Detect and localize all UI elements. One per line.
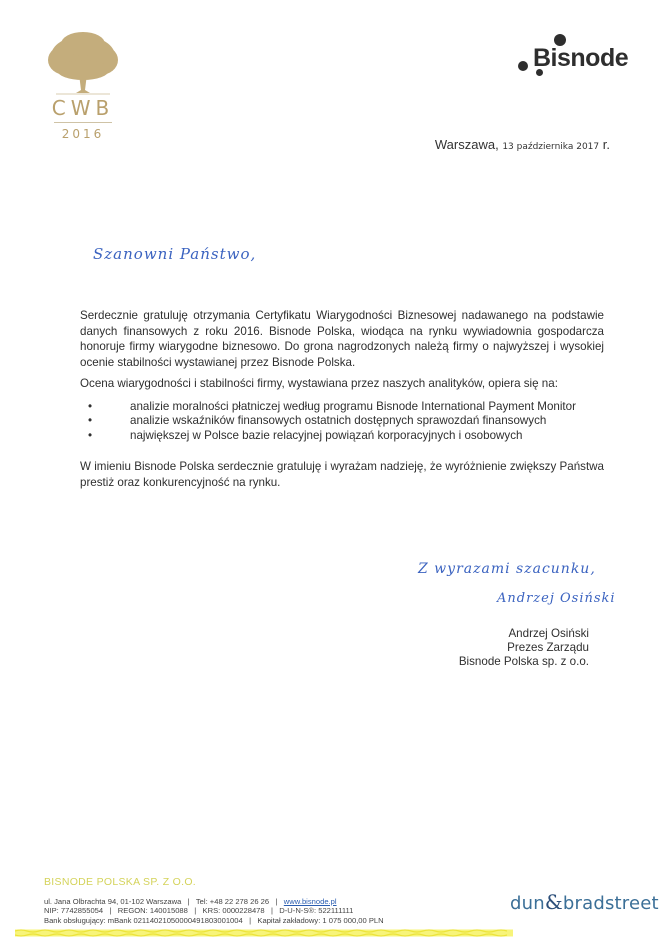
cwb-year: 2016: [61, 127, 105, 141]
date-text: 13 października 2017: [502, 142, 600, 152]
salutation: Szanowni Państwo,: [93, 245, 257, 263]
bisnode-wordmark: Bisnode: [533, 44, 629, 72]
list-item: [80, 429, 604, 443]
footer-address: ul. Jana Olbrachta 94, 01-102 Warszawa: [44, 897, 182, 906]
list-item-text: analizie moralności płatniczej według programu Bisnode International Payment Monitor: [130, 400, 576, 413]
footer-website-link[interactable]: www.bisnode.pl: [283, 897, 337, 906]
footer-company-name: BISNODE POLSKA SP. Z O.O.: [44, 876, 197, 888]
bullet-icon: •: [88, 428, 93, 442]
cwb-logo: [38, 30, 128, 145]
list-item-text: największej w Polsce bazie relacyjnej powiązań korporacyjnych i osobowych: [130, 428, 523, 442]
bullet-icon: •: [88, 414, 93, 428]
footer-krs: KRS: 0000228478: [202, 906, 265, 916]
footer-capital: Kapitał zakładowy: 1 075 000,00 PLN: [257, 915, 384, 925]
signatory-title: Prezes Zarządu: [507, 641, 589, 654]
cwb-divider: [54, 122, 112, 123]
logo-dot-icon: [518, 61, 528, 71]
paragraph-2: Ocena wiarygodności i stabilności firmy, wystawiana przez naszych analityków, opiera się na:: [80, 377, 558, 390]
ampersand-icon: &: [544, 890, 563, 914]
footer-phone: Tel: +48 22 278 26 26: [195, 897, 270, 906]
date-city: Warszawa,: [434, 137, 499, 152]
signatory-block: [459, 627, 589, 669]
date-line: [435, 137, 610, 152]
footer-nip: NIP: 7742855054: [44, 906, 104, 916]
tree-icon: [38, 30, 128, 96]
signatory-name: Andrzej Osiński: [508, 627, 589, 640]
dun-bradstreet-logo: dun&bradstreet: [510, 890, 659, 914]
closing-handwritten: Z wyrazami szacunku,: [418, 561, 596, 577]
list-item: [80, 414, 604, 428]
criteria-list: [80, 400, 604, 443]
footer-details: ul. Jana Olbrachta 94, 01-102 Warszawa | Tel: +48 22 278 26 26 | www.bisnode.pl NIP: 7742855054 | REGON: 140015088 | KRS: 0000228478 | D-U-N-S®: 522111111 Bank obsługujący: mBank 02114021050000491803001004 | Kapitał zakładowy: 1 075 000,00 PLN: [44, 897, 384, 925]
highlighter-stripe: [15, 929, 513, 937]
paragraph-1: Serdecznie gratuluję otrzymania Certyfikatu Wiarygodności Biznesowej nadawanego na podstawie danych finansowych z roku 2016. Bisnode Polska, wiodąca na rynku wywiadownia gospodarcza honoruje firmy wiarygodne biznesowo. Do grona nagrodzonych należą firmy o najwyższej i wysokiej ocenie stabilności wystawianej przez Bisnode Polska.: [80, 309, 604, 369]
signatory-company: Bisnode Polska sp. z o.o.: [458, 655, 589, 668]
footer-bank: Bank obsługujący: mBank 02114021050000491803001004: [44, 915, 243, 925]
date-suffix: r.: [602, 137, 610, 152]
paragraph-3: W imieniu Bisnode Polska serdecznie gratuluję i wyrażam nadzieję, że wyróżnienie zwiększy Państwa prestiż oraz konkurencyjność na rynku.: [80, 460, 604, 489]
footer-regon: REGON: 140015088: [117, 906, 188, 916]
bullet-icon: •: [88, 400, 93, 413]
signature: Andrzej Osiński: [497, 591, 616, 606]
footer-duns: D-U-N-S®: 522111111: [279, 906, 354, 916]
bisnode-logo: [518, 32, 648, 82]
cwb-letters: CWB: [51, 96, 115, 120]
list-item: [80, 400, 604, 414]
list-item-text: analizie wskaźników finansowych ostatnich dostępnych sprawozdań finansowych: [130, 414, 547, 428]
